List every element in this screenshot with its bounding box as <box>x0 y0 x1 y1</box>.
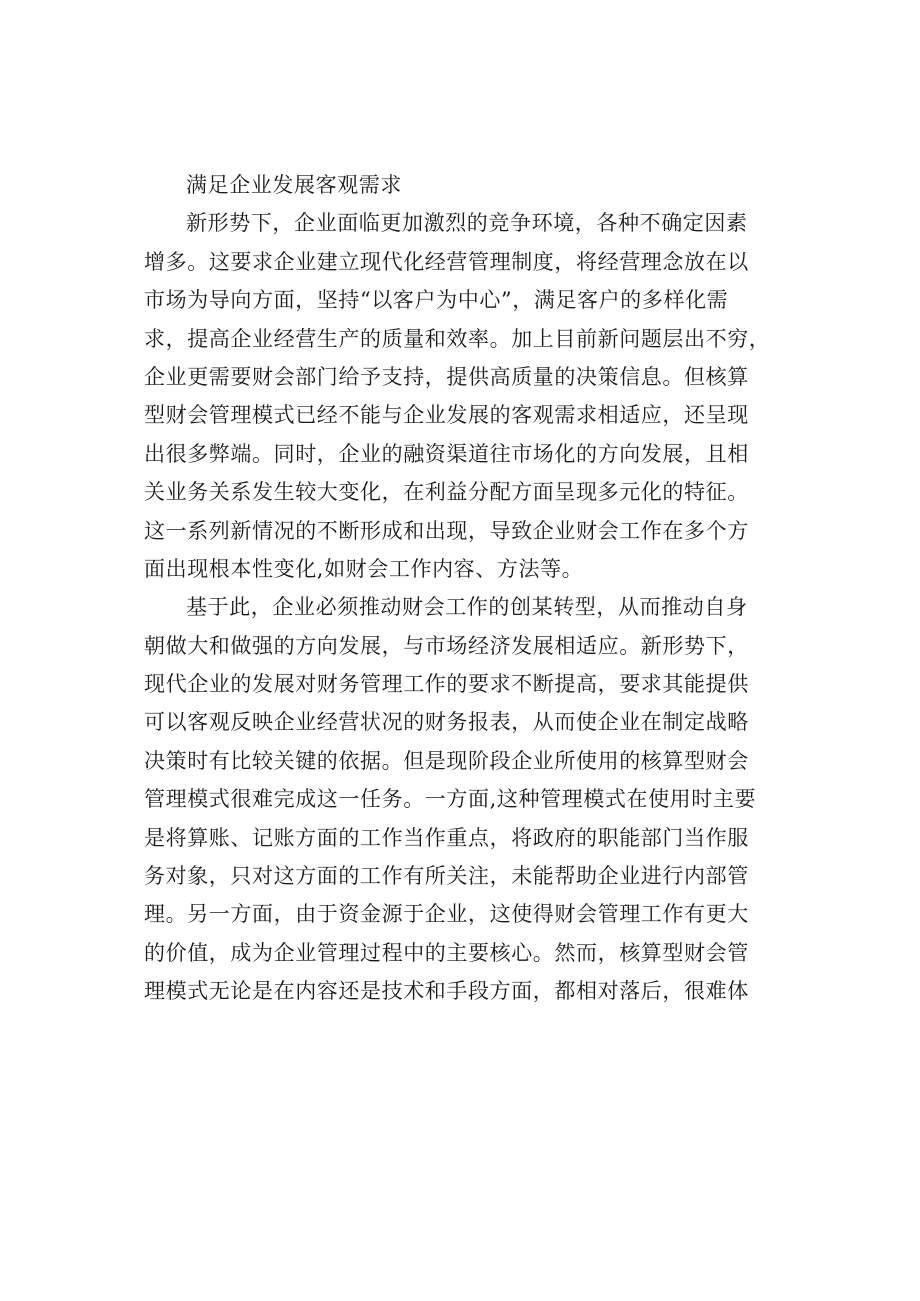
paragraph-line: 是将算账、记账方面的工作当作重点，将政府的职能部门当作服 <box>144 825 749 850</box>
paragraph-line: 这一系列新情况的不断形成和出现，导致企业财会工作在多个方 <box>144 518 749 543</box>
paragraph-line: 决策时有比较关键的依据。但是现阶段企业所使用的核算型财会 <box>144 748 749 773</box>
paragraph-line: 基于此，企业必须推动财会工作的创某转型，从而推动自身 <box>186 595 748 620</box>
paragraph-line: 关业务关系发生较大变化，在利益分配方面呈现多元化的特征。 <box>144 480 749 505</box>
paragraph-line: 面出现根本性变化,如财会工作内容、方法等。 <box>144 556 584 581</box>
paragraph-line: 增多。这要求企业建立现代化经营管理制度，将经营理念放在以 <box>144 249 749 274</box>
paragraph-line: 管理模式很难完成这一任务。一方面,这种管理模式在使用时主要 <box>144 787 757 812</box>
paragraph-2 <box>144 588 804 1010</box>
paragraph-line: 求，提高企业经营生产的质量和效率。加上目前新问题层出不穷， <box>144 326 771 351</box>
paragraph-1 <box>144 204 804 588</box>
paragraph-line: 企业更需要财会部门给予支持，提供高质量的决策信息。但核算 <box>144 364 749 389</box>
paragraph-line: 务对象，只对这方面的工作有所关注，未能帮助企业进行内部管 <box>144 864 749 889</box>
section-heading: 满足企业发展客观需求 <box>186 173 402 197</box>
paragraph-line: 理模式无论是在内容还是技术和手段方面，都相对落后，很难体 <box>144 979 749 1004</box>
paragraph-line: 朝做大和做强的方向发展，与市场经济发展相适应。新形势下， <box>144 633 749 658</box>
paragraph-line: 出很多弊端。同时，企业的融资渠道往市场化的方向发展，且相 <box>144 441 749 466</box>
document-body <box>144 166 804 1011</box>
paragraph-line: 现代企业的发展对财务管理工作的要求不断提高，要求其能提供 <box>144 672 749 697</box>
paragraph-line: 新形势下，企业面临更加激烈的竞争环境，各种不确定因素 <box>186 211 748 236</box>
paragraph-line: 市场为导向方面，坚持“以客户为中心”，满足客户的多样化需 <box>144 288 729 313</box>
paragraph-line: 理。另一方面，由于资金源于企业，这使得财会管理工作有更大 <box>144 902 749 927</box>
paragraph-line: 型财会管理模式已经不能与企业发展的客观需求相适应，还呈现 <box>144 403 749 428</box>
paragraph-line: 可以客观反映企业经营状况的财务报表，从而使企业在制定战略 <box>144 710 749 735</box>
paragraph-line: 的价值，成为企业管理过程中的主要核心。然而，核算型财会管 <box>144 940 749 965</box>
